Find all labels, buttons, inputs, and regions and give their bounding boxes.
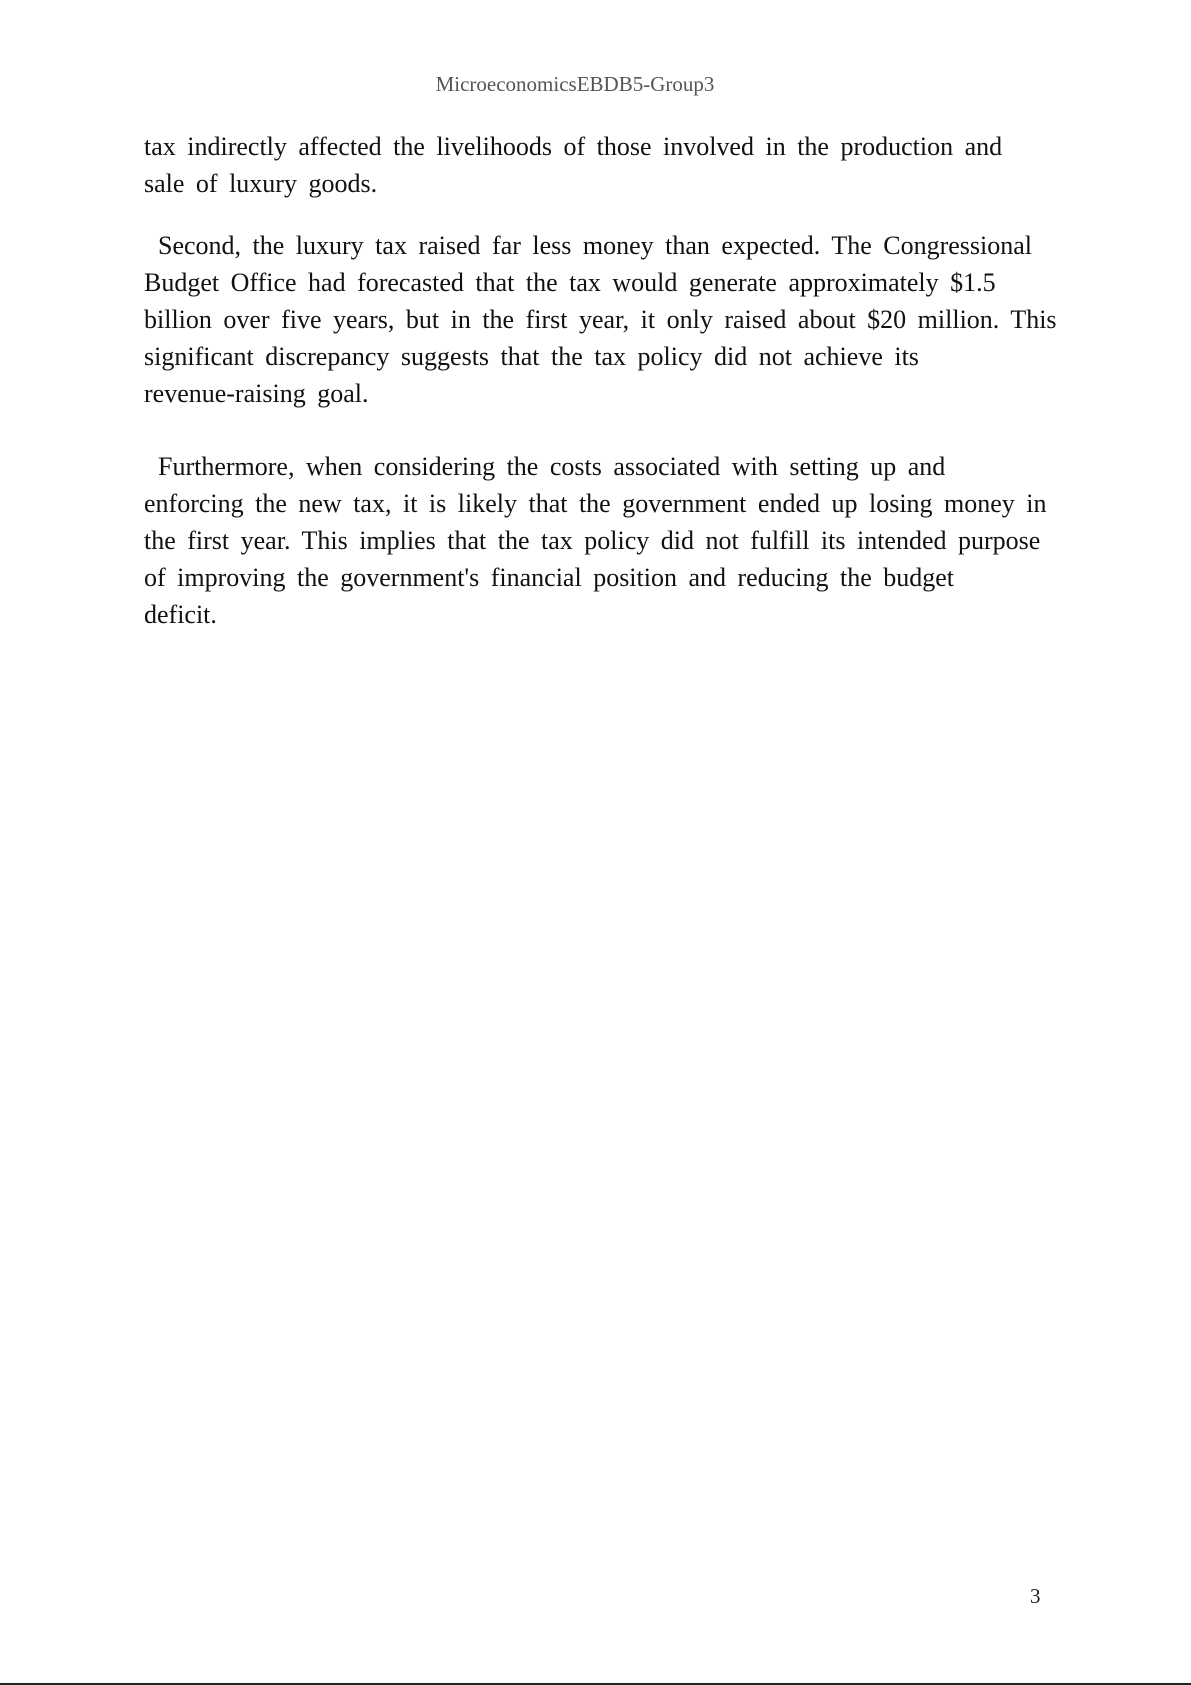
text-line: Furthermore, when considering the costs associated with setting up and — [158, 452, 946, 481]
document-body — [144, 128, 1154, 633]
text-line: Second, the luxury tax raised far less money than expected. The Congressional — [158, 231, 1033, 260]
text-line: of improving the government's financial position and reducing the budget — [144, 563, 955, 592]
paragraph-costs — [144, 448, 1154, 633]
text-line: Budget Office had forecasted that the tax would generate approximately $1.5 — [144, 268, 996, 297]
text-line: sale of luxury goods. — [144, 169, 378, 198]
paragraph-continuation — [144, 128, 1154, 202]
text-line: deficit. — [144, 600, 217, 629]
paragraph-revenue — [144, 227, 1154, 412]
text-line: billion over five years, but in the first year, it only raised about $20 million. This — [144, 305, 1057, 334]
text-line: the first year. This implies that the tax policy did not fulfill its intended purpose — [144, 526, 1041, 555]
page-number: 3 — [1030, 1584, 1041, 1608]
running-header: MicroeconomicsEBDB5-Group3 — [435, 72, 715, 96]
text-line: tax indirectly affected the livelihoods of those involved in the production and — [144, 132, 1003, 161]
text-line: revenue-raising goal. — [144, 379, 369, 408]
text-line: significant discrepancy suggests that the tax policy did not achieve its — [144, 342, 919, 371]
text-line: enforcing the new tax, it is likely that the government ended up losing money in — [144, 489, 1047, 518]
